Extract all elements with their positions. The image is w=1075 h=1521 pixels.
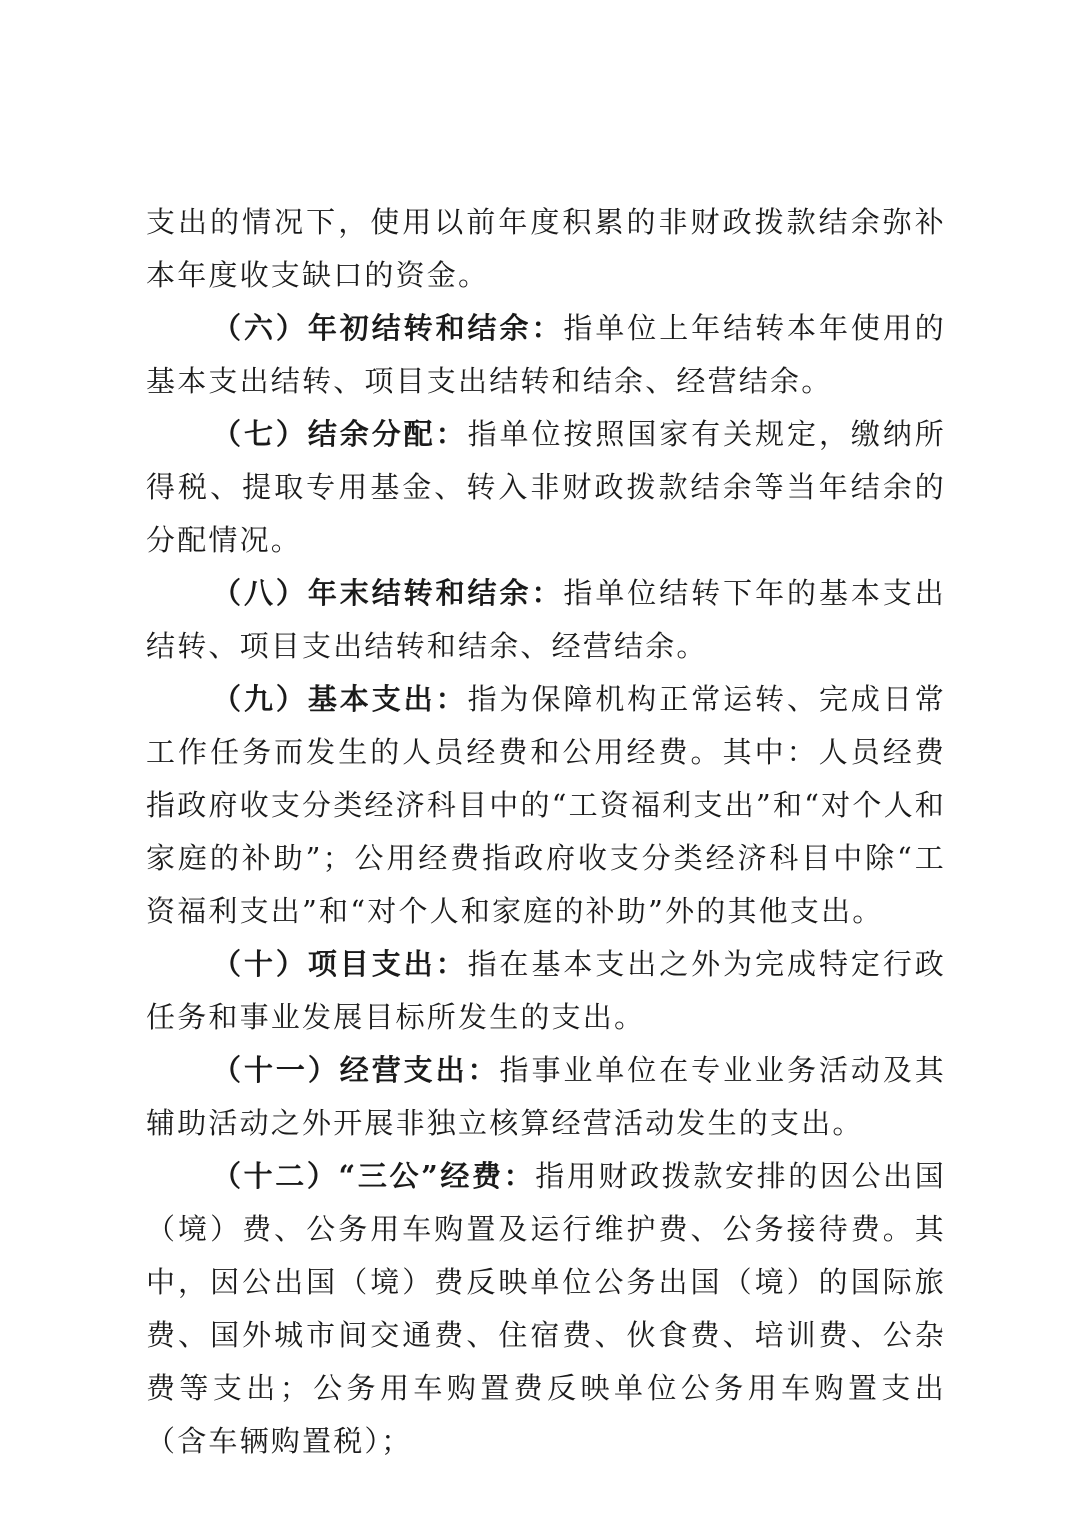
term-heading: （十）项目支出： xyxy=(212,947,468,981)
paragraph-text: 指单位上年结转本年使用的基本支出结转、项目支出结转和结余、经营结余。 xyxy=(146,311,947,398)
paragraph-text: 指单位按照国家有关规定，缴纳所得税、提取专用基金、转入非财政拨款结余等当年结余的分配情况。 xyxy=(146,417,946,557)
paragraph-text: 指用财政拨款安排的因公出国（境）费、公务用车购置及运行维护费、公务接待费。其中，因公出国（境）费反映单位公务出国（境）的国际旅费、国外城市间交通费、住宿费、伙食费、培训费、公杂费等支出；公务用车购置费反映单位公务用车购置支出（含车辆购置税）； xyxy=(146,1159,946,1458)
paragraph-text: 指事业单位在专业业务活动及其辅助活动之外开展非独立核算经营活动发生的支出。 xyxy=(146,1053,946,1140)
paragraph-project-expenditure xyxy=(146,938,946,1044)
term-heading: （十一）经营支出： xyxy=(212,1053,500,1087)
document-body xyxy=(146,196,946,1468)
paragraph-basic-expenditure xyxy=(146,673,946,938)
term-heading: （六）年初结转和结余： xyxy=(212,311,564,345)
paragraph-text: 指单位结转下年的基本支出结转、项目支出结转和结余、经营结余。 xyxy=(146,576,947,663)
term-heading: （八）年末结转和结余： xyxy=(212,576,564,610)
paragraph-opening-balance xyxy=(146,302,946,408)
paragraph-operating-expenditure xyxy=(146,1044,946,1150)
paragraph-continuation xyxy=(146,196,946,302)
paragraph-text: 指为保障机构正常运转、完成日常工作任务而发生的人员经费和公用经费。其中：人员经费指政府收支分类经济科目中的“工资福利支出”和“对个人和家庭的补助”；公用经费指政府收支分类经济科目中除“工资福利支出”和“对个人和家庭的补助”外的其他支出。 xyxy=(146,682,946,928)
paragraph-text: 指在基本支出之外为完成特定行政任务和事业发展目标所发生的支出。 xyxy=(146,947,946,1034)
paragraph-closing-balance xyxy=(146,567,946,673)
term-heading: （九）基本支出： xyxy=(212,682,468,716)
term-heading: （十二）“三公”经费： xyxy=(212,1159,536,1193)
term-heading: （七）结余分配： xyxy=(212,417,468,451)
paragraph-three-public-expenses xyxy=(146,1150,946,1468)
paragraph-text: 支出的情况下，使用以前年度积累的非财政拨款结余弥补本年度收支缺口的资金。 xyxy=(146,205,946,292)
paragraph-surplus-distribution xyxy=(146,408,946,567)
